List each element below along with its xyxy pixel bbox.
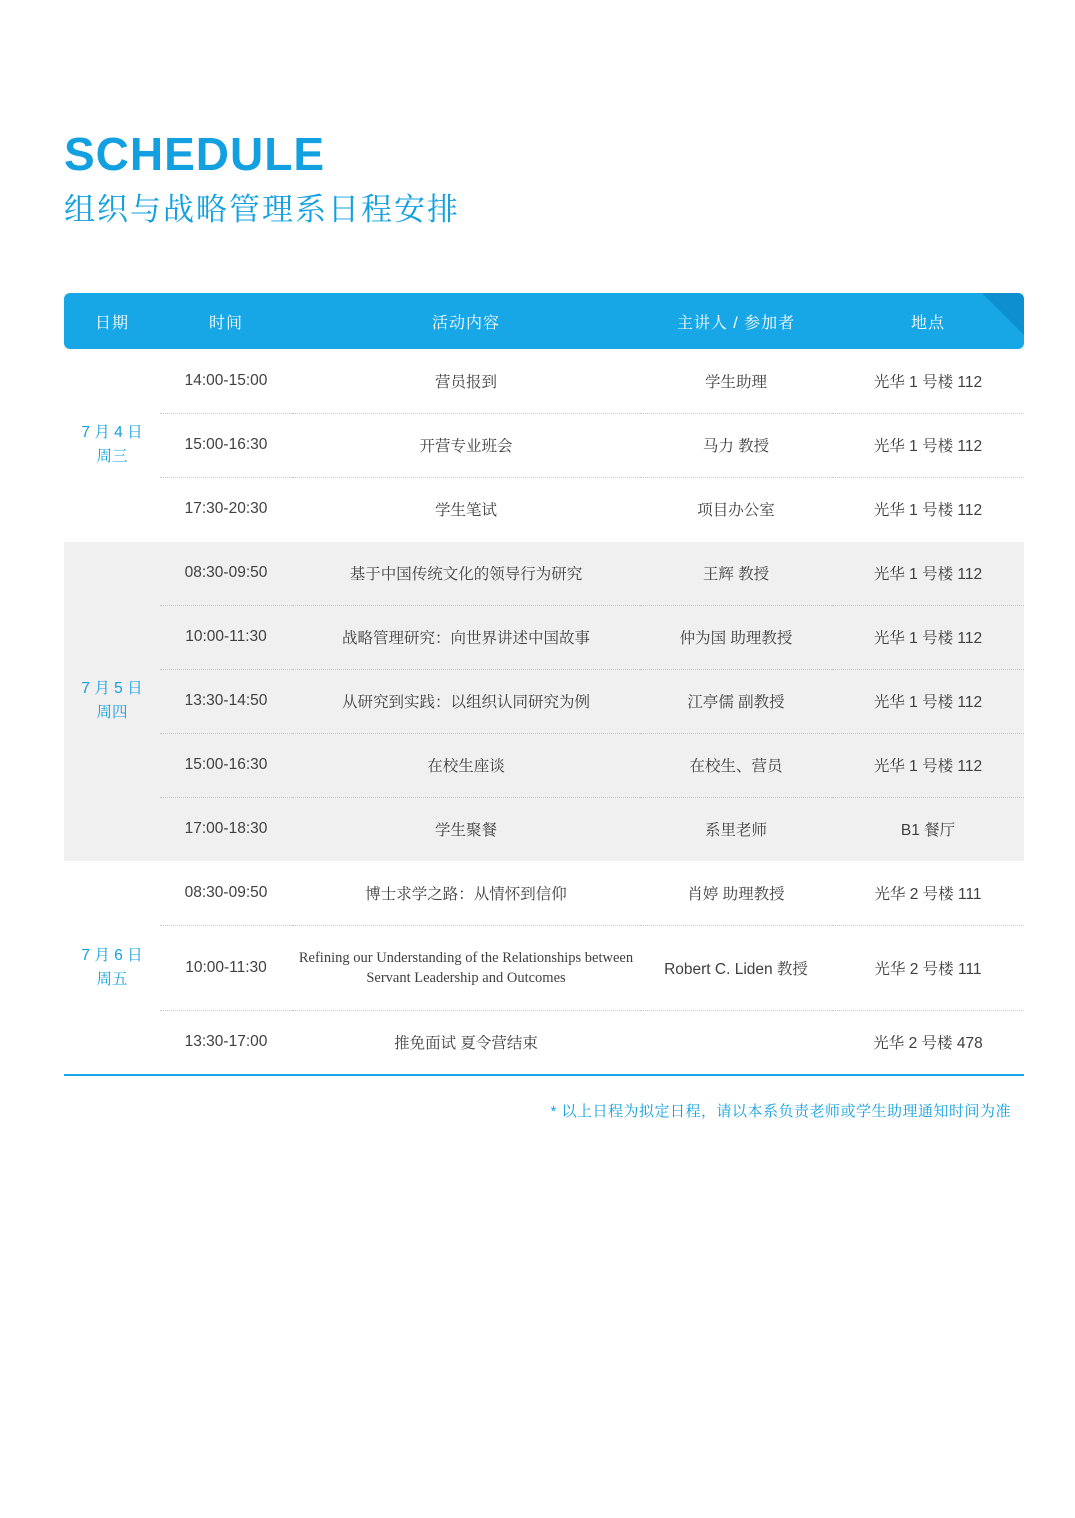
table-row xyxy=(64,1010,1024,1074)
cell-location: 光华 1 号楼 112 xyxy=(832,669,1024,733)
cell-speaker: 项目办公室 xyxy=(640,477,832,541)
date-line-2: 周四 xyxy=(96,704,128,722)
cell-activity: 学生笔试 xyxy=(292,477,640,541)
column-header-date: 日期 xyxy=(64,293,160,349)
cell-activity: 博士求学之路：从情怀到信仰 xyxy=(292,861,640,925)
cell-date xyxy=(64,541,160,861)
cell-speaker: Robert C. Liden 教授 xyxy=(640,925,832,1010)
date-line-2: 周五 xyxy=(96,970,128,988)
page-title-en: SCHEDULE xyxy=(64,128,326,180)
cell-location: 光华 2 号楼 111 xyxy=(832,925,1024,1010)
cell-speaker: 学生助理 xyxy=(640,349,832,413)
cell-activity: 战略管理研究：向世界讲述中国故事 xyxy=(292,605,640,669)
cell-activity: 从研究到实践：以组织认同研究为例 xyxy=(292,669,640,733)
cell-time: 08:30-09:50 xyxy=(160,861,292,925)
cell-activity: 营员报到 xyxy=(292,349,640,413)
cell-speaker: 王辉 教授 xyxy=(640,541,832,605)
cell-time: 17:00-18:30 xyxy=(160,797,292,861)
column-header-speaker: 主讲人 / 参加者 xyxy=(640,293,832,349)
table-row xyxy=(64,477,1024,541)
cell-speaker: 仲为国 助理教授 xyxy=(640,605,832,669)
table-row xyxy=(64,413,1024,477)
cell-time: 14:00-15:00 xyxy=(160,349,292,413)
table-bottom-rule xyxy=(64,1074,1024,1076)
date-line-2: 周三 xyxy=(96,448,128,466)
table-row xyxy=(64,797,1024,861)
cell-location: 光华 1 号楼 112 xyxy=(832,413,1024,477)
cell-time: 17:30-20:30 xyxy=(160,477,292,541)
date-line-1: 7 月 6 日 xyxy=(81,946,143,964)
cell-time: 10:00-11:30 xyxy=(160,925,292,1010)
column-header-location: 地点 xyxy=(832,293,1024,349)
cell-location: B1 餐厅 xyxy=(832,797,1024,861)
table-row xyxy=(64,605,1024,669)
page-header xyxy=(52,0,1023,229)
cell-time: 10:00-11:30 xyxy=(160,605,292,669)
cell-date xyxy=(64,349,160,541)
cell-location: 光华 1 号楼 112 xyxy=(832,477,1024,541)
date-line-1: 7 月 4 日 xyxy=(81,424,143,442)
cell-activity: 开营专业班会 xyxy=(292,413,640,477)
table-row xyxy=(64,733,1024,797)
cell-activity: Refining our Understanding of the Relationships between Servant Leadership and Outcomes xyxy=(292,925,640,1010)
column-header-activity: 活动内容 xyxy=(292,293,640,349)
cell-speaker xyxy=(640,1010,832,1074)
cell-time: 13:30-17:00 xyxy=(184,1033,268,1051)
column-header-time: 时间 xyxy=(160,293,292,349)
table-body xyxy=(64,349,1024,1074)
table-row xyxy=(64,925,1024,1010)
cell-activity: 在校生座谈 xyxy=(292,733,640,797)
cell-speaker: 肖婷 助理教授 xyxy=(640,861,832,925)
table-row xyxy=(64,541,1024,605)
cell-speaker: 在校生、营员 xyxy=(640,733,832,797)
date-line-1: 7 月 5 日 xyxy=(81,680,143,698)
footnote: * 以上日程为拟定日程，请以本系负责老师或学生助理通知时间为准 xyxy=(550,1102,1011,1120)
table-row xyxy=(64,861,1024,925)
cell-activity: 学生聚餐 xyxy=(292,797,640,861)
table-header xyxy=(64,293,1024,349)
cell-location: 光华 2 号楼 111 xyxy=(832,861,1024,925)
cell-location: 光华 1 号楼 112 xyxy=(832,349,1024,413)
cell-speaker: 马力 教授 xyxy=(640,413,832,477)
cell-activity: 基于中国传统文化的领导行为研究 xyxy=(292,541,640,605)
cell-time: 08:30-09:50 xyxy=(160,541,292,605)
cell-time: 15:00-16:30 xyxy=(160,733,292,797)
cell-time: 13:30-14:50 xyxy=(160,669,292,733)
cell-speaker: 江亭儒 副教授 xyxy=(640,669,832,733)
cell-location: 光华 2 号楼 478 xyxy=(873,1035,983,1053)
cell-date xyxy=(64,861,160,1074)
schedule-table-wrap xyxy=(64,293,1024,1074)
cell-activity: 推免面试 夏令营结束 xyxy=(394,1035,538,1053)
page-title-cn: 组织与战略管理系日程安排 xyxy=(64,192,460,228)
table-row xyxy=(64,669,1024,733)
cell-location: 光华 1 号楼 112 xyxy=(832,605,1024,669)
schedule-table xyxy=(64,293,1024,1074)
cell-location: 光华 1 号楼 112 xyxy=(832,541,1024,605)
cell-location: 光华 1 号楼 112 xyxy=(832,733,1024,797)
table-row xyxy=(64,349,1024,413)
cell-speaker: 系里老师 xyxy=(640,797,832,861)
cell-time: 15:00-16:30 xyxy=(160,413,292,477)
